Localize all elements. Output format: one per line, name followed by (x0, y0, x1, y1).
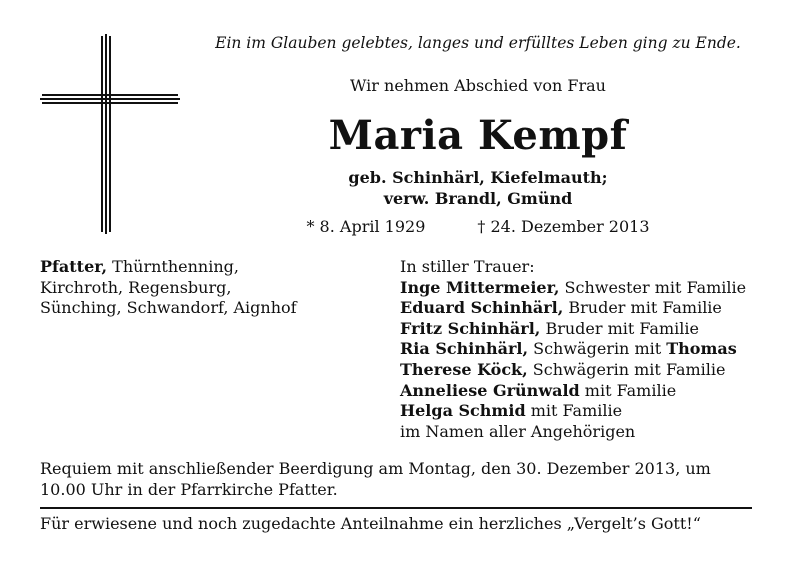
death-date: † 24. Dezember 2013 (477, 217, 650, 236)
mourner-name: Helga Schmid (400, 401, 526, 421)
life-dates (198, 217, 758, 236)
places-first-town: Pfatter, (40, 257, 108, 276)
mourner-row (400, 298, 780, 319)
cross-icon (40, 34, 180, 234)
places-line-1 (40, 257, 360, 278)
mourner-name-2: Thomas (666, 339, 737, 359)
mourner-relation: Schwägerin mit (528, 339, 667, 359)
mourners (400, 257, 780, 442)
mourner-row (400, 319, 780, 340)
mourner-name: Eduard Schinhärl, (400, 298, 564, 318)
mourner-relation: Schwester mit Familie (559, 277, 747, 297)
thanks-line: Für erwiesene und noch zugedachte Anteilnahme ein herzliches „Vergelt’s Gott!“ (40, 514, 701, 533)
mourner-row (400, 339, 780, 360)
mourner-relation: mit Familie (525, 401, 623, 421)
mourner-row (400, 360, 780, 381)
mourner-name: Inge Mittermeier, (400, 277, 560, 297)
mourner-name: Therese Köck, (400, 359, 528, 379)
divider (40, 507, 752, 509)
mourner-row (400, 278, 780, 299)
mourner-name: Ria Schinhärl, (400, 339, 529, 359)
deceased-name: Maria Kempf (328, 112, 628, 159)
mourner-relation: Bruder mit Familie (540, 318, 699, 338)
mourner-name: Anneliese Grünwald (400, 380, 580, 400)
mourner-relation: Schwägerin mit Familie (527, 359, 726, 379)
places-line-3: Sünching, Schwandorf, Aignhof (40, 298, 297, 318)
birth-name-line-1: geb. Schinhärl, Kiefelmauth; (348, 168, 608, 187)
requiem-notice: Requiem mit anschließender Beerdigung am Montag, den 30. Dezember 2013, um 10.00 Uhr in der Pfarrkirche Pfatter. (40, 459, 711, 499)
motto: Ein im Glauben gelebtes, langes und erfülltes Leben ging zu Ende. (215, 34, 741, 52)
birth-date: * 8. April 1929 (306, 217, 426, 236)
mourner-row (400, 381, 780, 402)
mourner-row (400, 401, 780, 422)
mourners-closing: im Namen aller Angehörigen (400, 421, 636, 441)
mourner-relation: mit Familie (579, 380, 677, 400)
birth-name (198, 167, 758, 209)
places-line-2: Kirchroth, Regensburg, (40, 277, 232, 297)
places-line-1-rest: Thürnthenning, (107, 257, 239, 276)
intro-line: Wir nehmen Abschied von Frau (350, 76, 606, 95)
birth-name-line-2: verw. Brandl, Gmünd (383, 189, 573, 208)
mourner-relation: Bruder mit Familie (563, 298, 722, 318)
places (40, 257, 360, 319)
mourners-heading: In stiller Trauer: (400, 257, 535, 276)
mourner-name: Fritz Schinhärl, (400, 318, 541, 338)
